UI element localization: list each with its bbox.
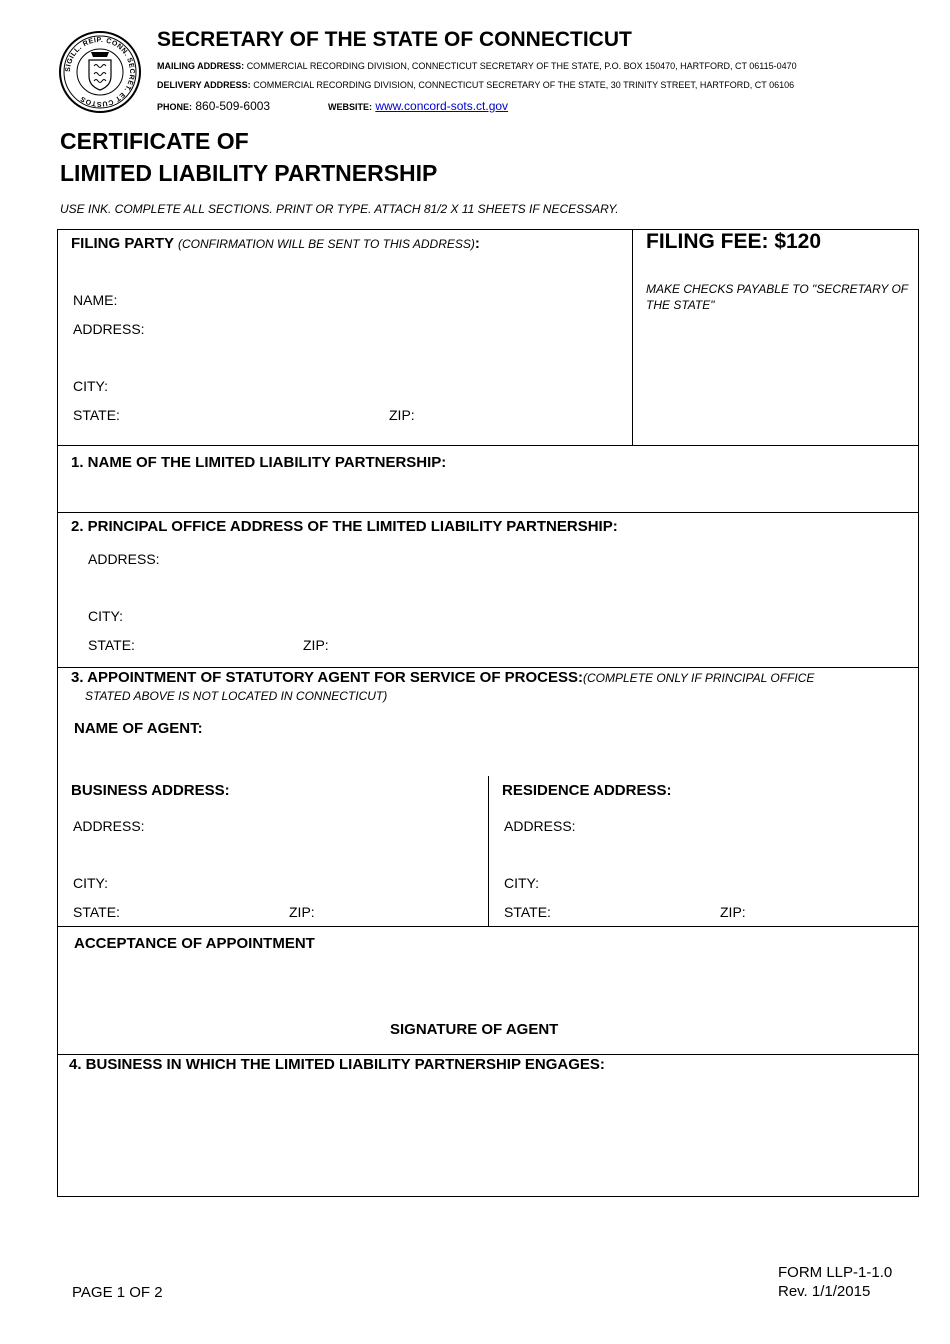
seal-lettering: SIGILL. REIP. CONN. SECRET. ET CUSTOS	[64, 36, 136, 108]
section4-heading: 4. BUSINESS IN WHICH THE LIMITED LIABILITY PARTNERSHIP ENGAGES:	[69, 1056, 605, 1073]
filing-party-city-field[interactable]: CITY:	[73, 378, 109, 394]
residence-city-field[interactable]: CITY:	[504, 875, 540, 891]
principal-office-city-field[interactable]: CITY:	[88, 608, 124, 624]
residence-address-field[interactable]: ADDRESS:	[504, 818, 576, 834]
page-number: PAGE 1 OF 2	[72, 1284, 163, 1301]
section3-note: STATED ABOVE IS NOT LOCATED IN CONNECTICUT)	[85, 689, 388, 703]
residence-zip-field[interactable]: ZIP:	[720, 904, 746, 920]
website-link[interactable]: www.concord-sots.ct.gov	[375, 99, 509, 113]
divider	[58, 512, 918, 513]
agent-signature-field[interactable]: SIGNATURE OF AGENT	[390, 1021, 559, 1038]
filing-party-heading: FILING PARTY (CONFIRMATION WILL BE SENT TO THIS ADDRESS):	[71, 235, 480, 252]
filing-party-zip-field[interactable]: ZIP:	[389, 407, 415, 423]
form-title-line2: LIMITED LIABILITY PARTNERSHIP	[60, 160, 438, 186]
divider	[58, 1054, 918, 1055]
principal-office-zip-field[interactable]: ZIP:	[303, 637, 329, 653]
divider	[58, 926, 918, 927]
residence-state-field[interactable]: STATE:	[504, 904, 551, 920]
filing-party-name-field[interactable]: NAME:	[73, 292, 118, 308]
fee-payable-note: MAKE CHECKS PAYABLE TO "SECRETARY OF THE STATE"	[646, 282, 908, 312]
principal-office-address-field[interactable]: ADDRESS:	[88, 551, 160, 567]
fee-divider	[632, 230, 633, 445]
phone-line: PHONE: 860-509-6003	[157, 99, 271, 113]
phone-number: 860-509-6003	[195, 99, 271, 113]
form-revision: Rev. 1/1/2015	[778, 1283, 871, 1300]
business-city-field[interactable]: CITY:	[73, 875, 109, 891]
delivery-address: DELIVERY ADDRESS: COMMERCIAL RECORDING DIVISION, CONNECTICUT SECRETARY OF THE STATE, 30 TRINITY STREET, HARTFORD, CT 06106	[157, 80, 795, 90]
form-instructions: USE INK. COMPLETE ALL SECTIONS. PRINT OR TYPE. ATTACH 81/2 X 11 SHEETS IF NECESSARY.	[60, 202, 619, 216]
form-title-line1: CERTIFICATE OF	[60, 128, 249, 154]
website-line: WEBSITE: www.concord-sots.ct.gov	[328, 99, 509, 113]
state-seal-icon	[58, 30, 142, 114]
filing-party-state-field[interactable]: STATE:	[73, 407, 120, 423]
business-address-field[interactable]: ADDRESS:	[73, 818, 145, 834]
acceptance-heading: ACCEPTANCE OF APPOINTMENT	[74, 935, 315, 952]
form-body	[57, 229, 919, 1197]
section1-heading: 1. NAME OF THE LIMITED LIABILITY PARTNERSHIP:	[71, 454, 447, 471]
business-state-field[interactable]: STATE:	[73, 904, 120, 920]
filing-fee: FILING FEE: $120	[646, 230, 822, 253]
agency-name: SECRETARY OF THE STATE OF CONNECTICUT	[157, 28, 632, 51]
form-id: FORM LLP-1-1.0	[778, 1264, 893, 1281]
agent-name-field[interactable]: NAME OF AGENT:	[74, 720, 203, 737]
divider	[58, 667, 918, 668]
divider	[58, 445, 918, 446]
residence-address-heading: RESIDENCE ADDRESS:	[502, 782, 672, 799]
principal-office-state-field[interactable]: STATE:	[88, 637, 135, 653]
business-address-heading: BUSINESS ADDRESS:	[71, 782, 230, 799]
filing-party-address-field[interactable]: ADDRESS:	[73, 321, 145, 337]
section3-heading: 3. APPOINTMENT OF STATUTORY AGENT FOR SERVICE OF PROCESS:(COMPLETE ONLY IF PRINCIPAL OFFICE	[71, 669, 815, 686]
section2-heading: 2. PRINCIPAL OFFICE ADDRESS OF THE LIMITED LIABILITY PARTNERSHIP:	[71, 518, 618, 535]
mailing-address: MAILING ADDRESS: COMMERCIAL RECORDING DIVISION, CONNECTICUT SECRETARY OF THE STATE, P.O. BOX 150470, HARTFORD, CT 06115-0470	[157, 61, 797, 71]
address-divider	[488, 776, 489, 926]
business-zip-field[interactable]: ZIP:	[289, 904, 315, 920]
